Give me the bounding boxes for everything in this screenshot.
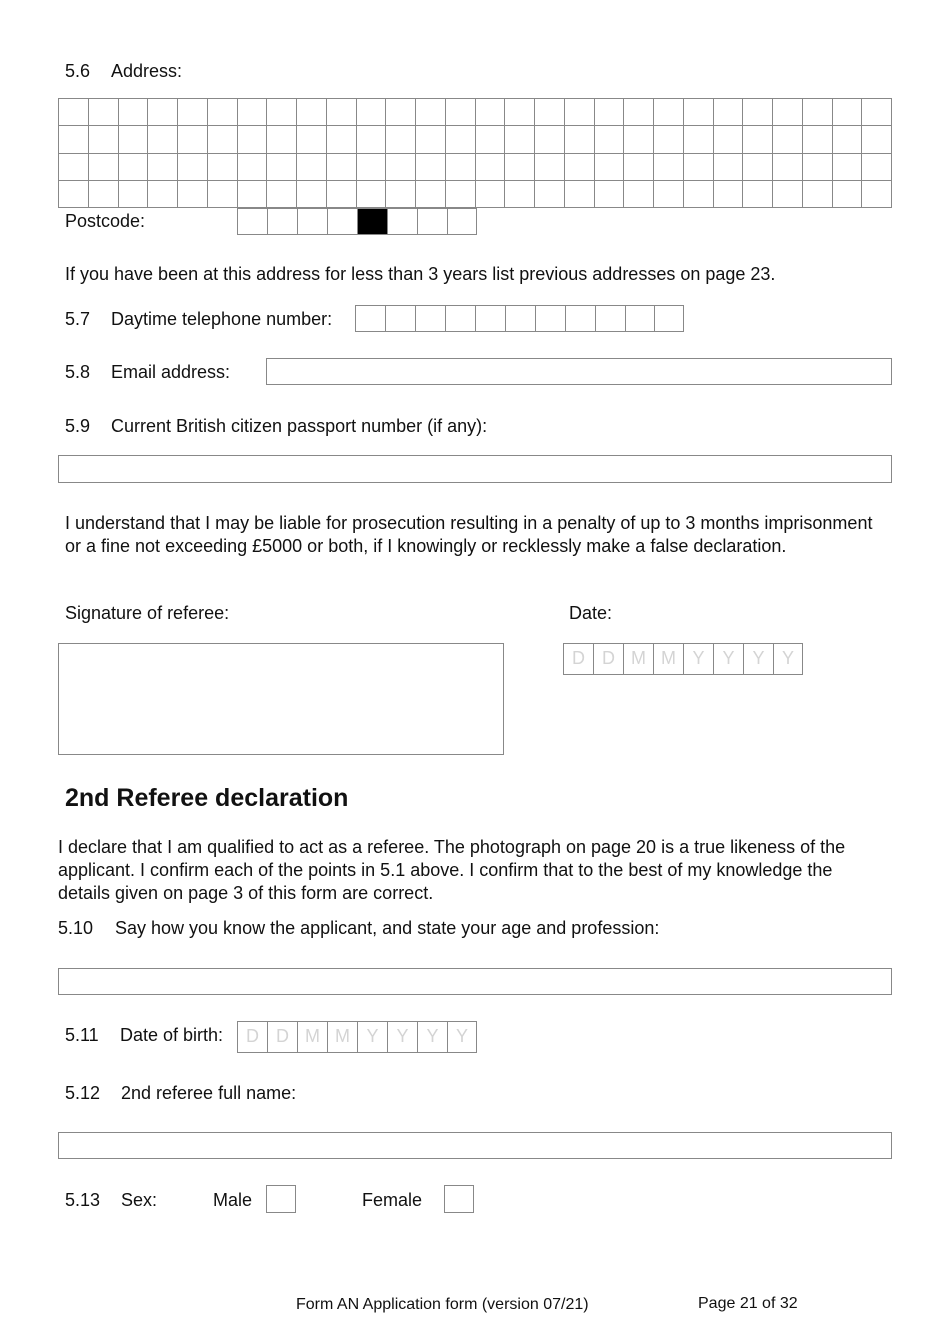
address-cell [386,181,416,208]
address-cell [119,154,149,181]
q5-11-number: 5.11 [65,1025,99,1045]
address-cell [89,154,119,181]
address-cell [565,99,595,126]
address-cell [297,181,327,208]
address-cell [535,126,565,153]
address-cell [862,126,892,153]
address-cell [803,181,833,208]
address-cell [743,99,773,126]
q5-7-label: Daytime telephone number: [111,309,333,329]
address-cell [297,99,327,126]
address-cell [565,126,595,153]
q5-13-label: Sex: [121,1190,158,1210]
address-cell [416,154,446,181]
address-cell [505,126,535,153]
passport-number-input[interactable] [58,455,892,483]
address-cell [535,99,565,126]
address-cell [565,181,595,208]
address-cell [833,181,863,208]
male-label: Male [213,1190,253,1210]
telephone-input[interactable] [355,305,684,332]
signature-label: Signature of referee: [65,603,230,623]
date-cell: D [238,1022,268,1052]
q5-9-number: 5.9 [65,416,91,436]
q5-7-number: 5.7 [65,309,91,329]
footer-page-number: Page 21 of 32 [698,1295,798,1312]
address-cell [178,154,208,181]
address-cell [684,154,714,181]
address-cell [803,99,833,126]
address-cell [267,126,297,153]
q5-6-label: Address: [111,61,183,81]
address-cell [624,181,654,208]
address-cell [446,181,476,208]
q5-6-number: 5.6 [65,61,91,81]
address-cell [654,126,684,153]
address-cell [208,126,238,153]
date-of-birth-input[interactable] [237,1021,477,1053]
postcode-input[interactable] [237,208,477,235]
address-cell [416,181,446,208]
address-cell [267,99,297,126]
address-cell [297,154,327,181]
address-cell [148,126,178,153]
address-cell [595,154,625,181]
address-cell [743,181,773,208]
address-cell [416,126,446,153]
address-cell [178,181,208,208]
address-cell [476,126,506,153]
address-cell [119,181,149,208]
date-cell: Y [744,644,774,674]
address-cell [148,99,178,126]
address-cell [357,99,387,126]
address-cell [327,99,357,126]
address-cell [59,181,89,208]
address-cell [386,126,416,153]
address-cell [862,181,892,208]
address-cell [714,154,744,181]
address-cell [833,154,863,181]
address-cell [565,154,595,181]
address-cell [773,181,803,208]
address-cell [773,99,803,126]
address-cell [238,154,268,181]
address-cell [59,154,89,181]
q5-10-label: Say how you know the applicant, and state your age and profession: [115,918,660,938]
address-cell [446,126,476,153]
date-cell: D [268,1022,298,1052]
address-cell [803,154,833,181]
address-cell [714,126,744,153]
date-cell: Y [388,1022,418,1052]
address-cell [208,99,238,126]
address-cell [833,99,863,126]
q5-12-label: 2nd referee full name: [121,1083,297,1103]
address-cell [238,181,268,208]
address-cell [59,126,89,153]
address-cell [773,154,803,181]
address-cell [327,126,357,153]
address-cell [803,126,833,153]
address-cell [119,99,149,126]
address-cell [624,154,654,181]
address-cell [624,126,654,153]
date-cell: D [594,644,624,674]
address-cell [416,99,446,126]
address-cell [535,154,565,181]
address-cell [59,99,89,126]
address-cell [208,154,238,181]
date-cell: M [654,644,684,674]
postcode-separator-cell [358,209,388,234]
address-cell [267,154,297,181]
address-cell [476,154,506,181]
address-cell [178,99,208,126]
address-cell [119,126,149,153]
address-grid[interactable] [58,98,892,208]
address-cell [505,99,535,126]
date-cell: D [564,644,594,674]
address-cell [862,99,892,126]
address-cell [357,154,387,181]
q5-11-label: Date of birth: [120,1025,224,1045]
address-cell [743,126,773,153]
address-cell [684,181,714,208]
address-cell [773,126,803,153]
address-cell [89,181,119,208]
address-cell [267,181,297,208]
date-cell: M [624,644,654,674]
postcode-label: Postcode: [65,211,146,231]
date-cell: M [298,1022,328,1052]
address-cell [297,126,327,153]
address-cell [89,99,119,126]
address-cell [327,154,357,181]
address-cell [148,154,178,181]
q5-9-label: Current British citizen passport number (if any): [111,416,488,436]
referee-declaration: I declare that I am qualified to act as a referee. The photograph on page 20 is a true likeness of the applicant. I confirm each of the points in 5.1 above. I confirm that to the best of my knowledge the details given on page 3 of this form are correct. [58,837,846,903]
address-cell [238,126,268,153]
q5-8-number: 5.8 [65,362,91,382]
address-cell [595,99,625,126]
female-label: Female [362,1190,423,1210]
address-cell [148,181,178,208]
prosecution-warning: I understand that I may be liable for prosecution resulting in a penalty of up to 3 months imprisonment or a fine not exceeding £5000 or both, if I knowingly or recklessly make a false declaration. [65,513,873,556]
signature-box[interactable] [58,643,504,755]
date-cell: Y [358,1022,388,1052]
address-cell [535,181,565,208]
address-cell [327,181,357,208]
address-cell [208,181,238,208]
address-cell [654,154,684,181]
footer-form-name: Form AN Application form (version 07/21) [296,1296,589,1313]
section-heading: 2nd Referee declaration [65,784,349,812]
relationship-input[interactable] [58,968,892,995]
address-cell [386,99,416,126]
date-cell: Y [418,1022,448,1052]
address-cell [89,126,119,153]
date-cell: M [328,1022,358,1052]
female-checkbox[interactable] [444,1185,474,1213]
address-cell [624,99,654,126]
date-cell: Y [774,644,803,674]
address-cell [743,154,773,181]
address-cell [505,181,535,208]
address-cell [714,181,744,208]
q5-13-number: 5.13 [65,1190,101,1210]
date-label: Date: [569,603,613,623]
address-cell [595,181,625,208]
address-cell [654,181,684,208]
address-cell [595,126,625,153]
previous-address-note: If you have been at this address for less than 3 years list previous addresses on page 23. [65,264,776,284]
address-cell [833,126,863,153]
address-cell [357,126,387,153]
address-cell [862,154,892,181]
address-cell [238,99,268,126]
email-input[interactable] [266,358,892,385]
q5-10-number: 5.10 [58,918,94,938]
date-cell: Y [684,644,714,674]
address-cell [446,154,476,181]
date-cell: Y [714,644,744,674]
address-cell [654,99,684,126]
signature-date-input[interactable] [563,643,803,675]
q5-12-number: 5.12 [65,1083,101,1103]
address-cell [505,154,535,181]
address-cell [446,99,476,126]
full-name-input[interactable] [58,1132,892,1159]
address-cell [684,126,714,153]
male-checkbox[interactable] [266,1185,296,1213]
date-cell: Y [448,1022,477,1052]
address-cell [476,99,506,126]
q5-8-label: Email address: [111,362,231,382]
address-cell [178,126,208,153]
address-cell [386,154,416,181]
address-cell [476,181,506,208]
address-cell [357,181,387,208]
address-cell [714,99,744,126]
address-cell [684,99,714,126]
